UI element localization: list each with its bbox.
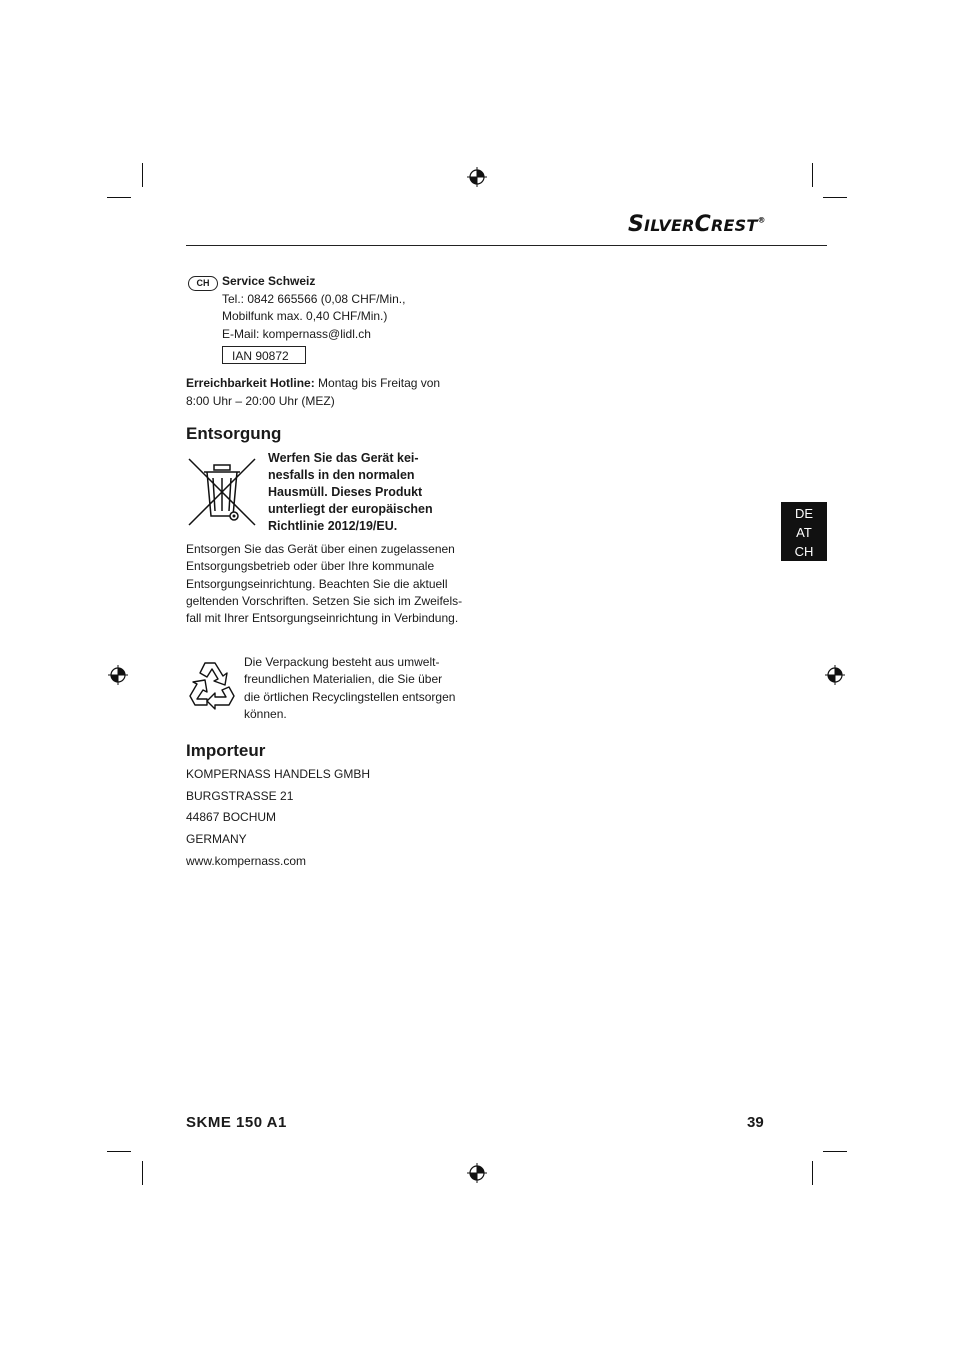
crop-mark — [812, 163, 813, 187]
packaging-line: Die Verpackung besteht aus umwelt- — [244, 655, 440, 669]
section-heading-disposal: Entsorgung — [186, 424, 282, 443]
crop-mark — [142, 1161, 143, 1185]
header-rule — [186, 245, 827, 246]
importer-line: GERMANY — [186, 832, 247, 846]
disposal-body-line: Entsorgen Sie das Gerät über einen zugelassenen — [186, 542, 455, 556]
packaging-line: die örtlichen Recyclingstellen entsorgen — [244, 690, 456, 704]
disposal-warning-line: nesfalls in den normalen — [268, 468, 415, 482]
crop-mark — [107, 197, 131, 198]
disposal-warning-line: Werfen Sie das Gerät kei- — [268, 451, 419, 465]
language-tab — [781, 502, 827, 561]
crop-mark — [812, 1161, 813, 1185]
country-badge: CH — [188, 276, 218, 291]
service-phone: Tel.: 0842 665566 (0,08 CHF/Min., — [222, 292, 406, 306]
crop-mark — [107, 1151, 131, 1152]
disposal-body-line: geltenden Vorschriften. Setzen Sie sich im Zweifels- — [186, 594, 463, 608]
footer-model: SKME 150 A1 — [186, 1114, 287, 1131]
importer-line: KOMPERNASS HANDELS GMBH — [186, 767, 371, 781]
hotline-line-1: Erreichbarkeit Hotline: Montag bis Freitag von — [186, 376, 441, 390]
language-code: DE — [794, 506, 814, 521]
language-code: AT — [796, 525, 812, 540]
language-code: CH — [794, 544, 814, 559]
registration-mark-icon — [108, 665, 128, 685]
brand-logo: SILVERCREST® — [628, 212, 766, 237]
service-title: Service Schweiz — [222, 274, 316, 288]
disposal-warning-line: unterliegt der europäischen — [268, 502, 433, 516]
page-number: 39 — [747, 1114, 764, 1131]
hotline-line-2: 8:00 Uhr – 20:00 Uhr (MEZ) — [186, 394, 335, 408]
section-heading-importer: Importeur — [186, 741, 266, 760]
crop-mark — [142, 163, 143, 187]
packaging-line: freundlichen Materialien, die Sie über — [244, 672, 443, 686]
service-email: E-Mail: kompernass@lidl.ch — [222, 327, 371, 341]
crossed-bin-icon — [186, 456, 258, 528]
service-mobile: Mobilfunk max. 0,40 CHF/Min.) — [222, 309, 388, 323]
ian-box: IAN 90872 — [222, 346, 306, 364]
recycling-icon — [185, 657, 239, 711]
registration-mark-icon — [467, 167, 487, 187]
crop-mark — [823, 197, 847, 198]
disposal-body-line: fall mit Ihrer Entsorgungseinrichtung in Verbindung. — [186, 611, 459, 625]
importer-line: BURGSTRASSE 21 — [186, 789, 294, 803]
registration-mark-icon — [467, 1163, 487, 1183]
registration-mark-icon — [825, 665, 845, 685]
disposal-body-line: Entsorgungseinrichtung. Beachten Sie die aktuell — [186, 577, 448, 591]
disposal-warning-line: Richtlinie 2012/19/EU. — [268, 519, 398, 533]
crop-mark — [823, 1151, 847, 1152]
disposal-warning-line: Hausmüll. Dieses Produkt — [268, 485, 423, 499]
importer-line: 44867 BOCHUM — [186, 810, 277, 824]
disposal-body-line: Entsorgungsbetrieb oder über Ihre kommunale — [186, 559, 435, 573]
importer-website: www.kompernass.com — [186, 854, 307, 868]
packaging-line: können. — [244, 707, 287, 721]
